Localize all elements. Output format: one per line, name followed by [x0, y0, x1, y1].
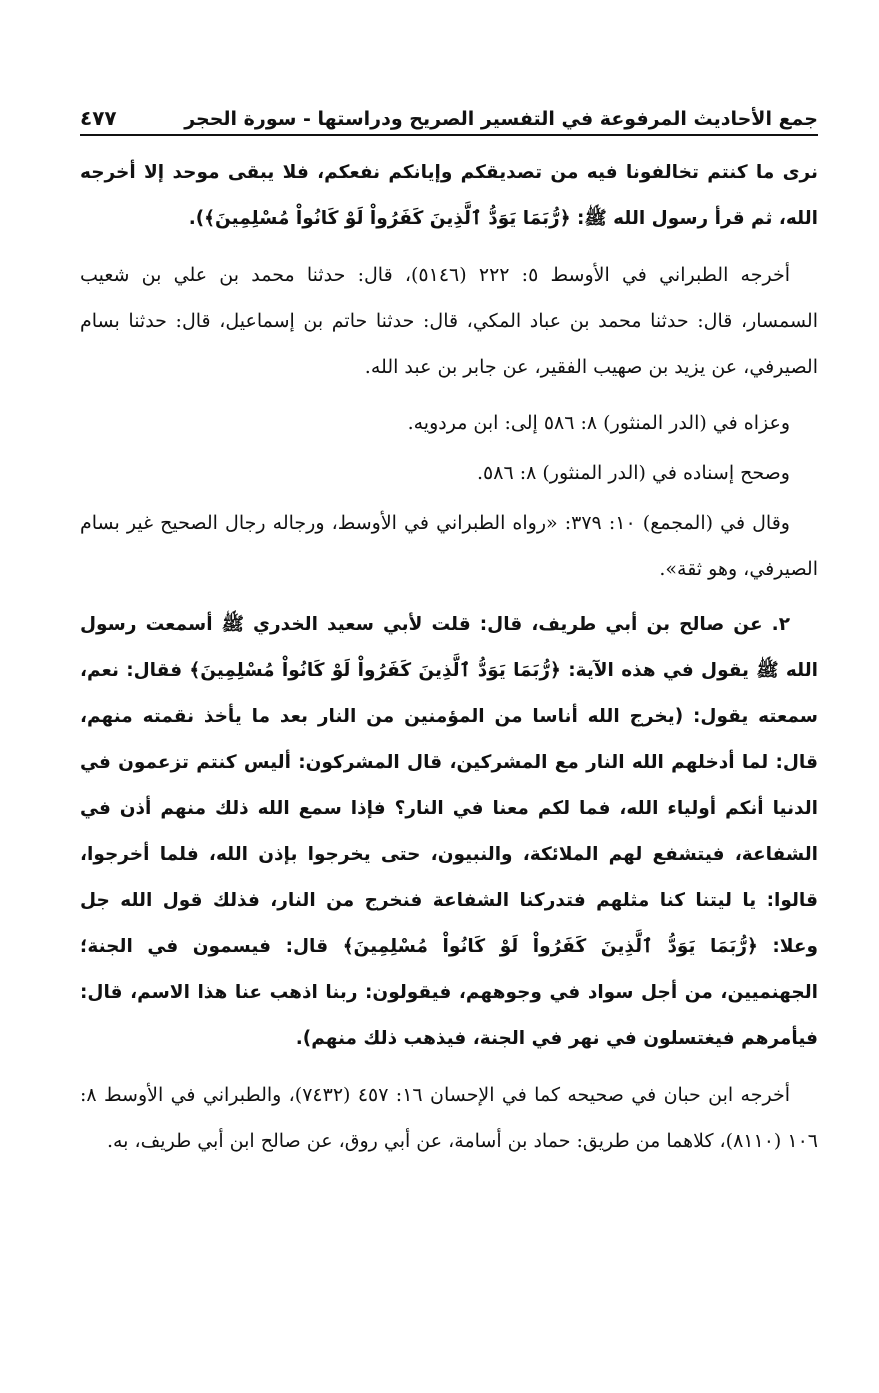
- header-title: جمع الأحاديث المرفوعة في التفسير الصريح ودراستها - سورة الحجر: [184, 108, 818, 130]
- hadith-2-paragraph: ٢. عن صالح بن أبي طريف، قال: قلت لأبي سعيد الخدري ﷺ أسمعت رسول الله ﷺ يقول في هذه الآية: ﴿رُّبَمَا يَوَدُّ ٱلَّذِينَ كَفَرُواْ لَوْ كَانُواْ مُسْلِمِينَ﴾ فقال: نعم، سمعته يقول: (يخرج الله أناسا من المؤمنين من النار بعد ما يأخذ نقمته منهم، قال: لما أدخلهم الله النار مع المشركين، قال المشركون: أليس كنتم تزعمون في الدنيا أنكم أولياء الله، فما لكم معنا في النار؟ فإذا سمع الله ذلك منهم أذن في الشفاعة، فيتشفع لهم الملائكة، والنبيون، حتى يخرجوا بإذن الله، فلما أخرجوا، قالوا: يا ليتنا كنا مثلهم فتدركنا الشفاعة فنخرج من النار، فذلك قول الله جل وعلا: ﴿رُّبَمَا يَوَدُّ ٱلَّذِينَ كَفَرُواْ لَوْ كَانُواْ مُسْلِمِينَ﴾ قال: فيسمون في الجنة؛ الجهنميين، من أجل سواد في وجوههم، فيقولون: ربنا اذهب عنا هذا الاسم، قال: فيأمرهم فيغتسلون في نهر في الجنة، فيذهب ذلك منهم).: [80, 614, 818, 1049]
- page-body: [80, 150, 818, 1174]
- hadith-continuation-paragraph: نرى ما كنتم تخالفونا فيه من تصديقكم وإيانكم نفعكم، فلا يبقى موحد إلا أخرجه الله، ثم قرأ رسول الله ﷺ: ﴿رُّبَمَا يَوَدُّ ٱلَّذِينَ كَفَرُواْ لَوْ كَانُواْ مُسْلِمِينَ﴾).: [80, 162, 818, 229]
- page-number: ٤٧٧: [80, 106, 117, 130]
- durr-manthur-authentication-paragraph: وصحح إسناده في (الدر المنثور) ٨: ٥٨٦.: [477, 462, 790, 484]
- takhrij-tabarani-paragraph: أخرجه الطبراني في الأوسط ٥: ٢٢٢ (٥١٤٦)، قال: حدثنا محمد بن علي بن شعيب السمسار، قال: حدثنا محمد بن عباد المكي، قال: حدثنا حاتم بن إسماعيل، قال: حدثنا بسام الصيرفي، عن يزيد بن صهيب الفقير، عن جابر بن عبد الله.: [80, 264, 818, 378]
- running-header: [80, 98, 818, 136]
- durr-manthur-attribution-paragraph: وعزاه في (الدر المنثور) ٨: ٥٨٦ إلى: ابن مردويه.: [407, 412, 790, 434]
- takhrij-ibn-hibban-paragraph: أخرجه ابن حبان في صحيحه كما في الإحسان ١٦: ٤٥٧ (٧٤٣٢)، والطبراني في الأوسط ٨: ١٠٦ (٨١١٠)، كلاهما من طريق: حماد بن أسامة، عن أبي روق، عن صالح ابن أبي طريف، به.: [80, 1084, 818, 1152]
- majma-quote-paragraph: وقال في (المجمع) ١٠: ٣٧٩: «رواه الطبراني في الأوسط، ورجاله رجال الصحيح غير بسام الصيرفي، وهو ثقة».: [80, 512, 818, 580]
